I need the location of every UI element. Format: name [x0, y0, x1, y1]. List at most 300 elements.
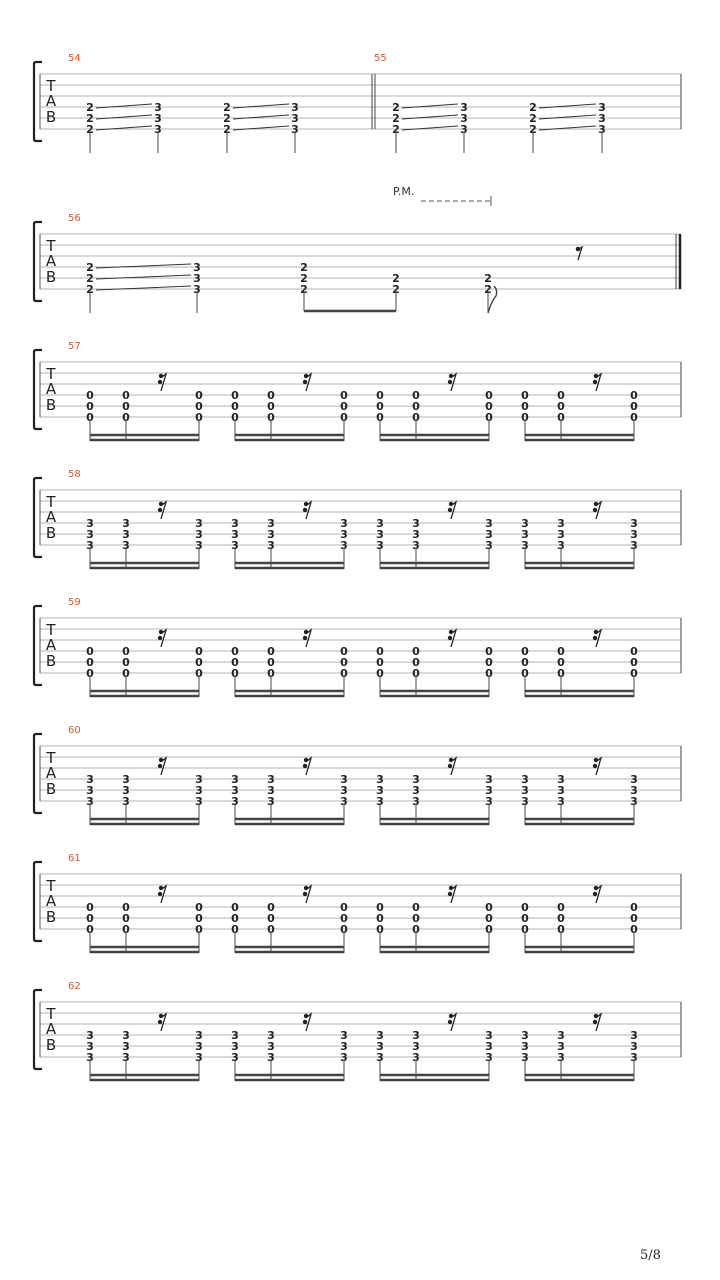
fret-number: 3	[521, 1040, 529, 1053]
fret-number: 3	[86, 1029, 94, 1042]
fret-number: 0	[86, 656, 94, 669]
fret-number: 0	[267, 667, 275, 680]
fret-number: 2	[86, 261, 94, 274]
tab-clef-t: T	[46, 621, 56, 639]
fret-number: 2	[529, 112, 537, 125]
measure-number: 55	[374, 53, 387, 64]
fret-number: 3	[485, 539, 493, 552]
fret-number: 0	[86, 400, 94, 413]
fret-number: 0	[376, 656, 384, 669]
fret-number: 0	[557, 645, 565, 658]
fret-number: 3	[231, 1051, 239, 1064]
tab-system	[34, 469, 681, 569]
fret-number: 3	[122, 528, 130, 541]
tab-clef-a: A	[45, 764, 57, 782]
fret-number: 2	[300, 261, 308, 274]
fret-number: 3	[485, 1040, 493, 1053]
measure-number: 54	[68, 53, 81, 64]
fret-number: 0	[231, 912, 239, 925]
fret-number: 3	[340, 773, 348, 786]
fret-number: 0	[412, 667, 420, 680]
tab-system	[34, 853, 681, 953]
fret-number: 0	[122, 923, 130, 936]
fret-number: 3	[521, 517, 529, 530]
fret-number: 0	[122, 389, 130, 402]
fret-number: 0	[485, 901, 493, 914]
fret-number: 3	[86, 528, 94, 541]
tab-clef-t: T	[46, 877, 56, 895]
fret-number: 0	[521, 411, 529, 424]
fret-number: 3	[340, 539, 348, 552]
fret-number: 3	[231, 784, 239, 797]
tab-clef-b: B	[45, 908, 57, 926]
fret-number: 3	[195, 773, 203, 786]
fret-number: 3	[598, 101, 606, 114]
fret-number: 0	[122, 667, 130, 680]
tab-clef-a: A	[45, 380, 57, 398]
fret-number: 0	[485, 645, 493, 658]
fret-number: 0	[557, 912, 565, 925]
fret-number: 3	[231, 539, 239, 552]
fret-number: 0	[267, 645, 275, 658]
fret-number: 3	[521, 795, 529, 808]
fret-number: 0	[122, 912, 130, 925]
page-number: 5/8	[640, 1248, 661, 1263]
fret-number: 3	[376, 1029, 384, 1042]
fret-number: 0	[340, 389, 348, 402]
fret-number: 0	[340, 912, 348, 925]
fret-number: 3	[376, 795, 384, 808]
fret-number: 3	[195, 795, 203, 808]
fret-number: 3	[122, 795, 130, 808]
sixteenth-rest-dot	[303, 1020, 307, 1024]
fret-number: 0	[557, 923, 565, 936]
fret-number: 3	[412, 773, 420, 786]
fret-number: 0	[231, 923, 239, 936]
fret-number: 3	[460, 112, 468, 125]
fret-number: 0	[195, 411, 203, 424]
fret-number: 3	[521, 784, 529, 797]
fret-number: 0	[340, 656, 348, 669]
fret-number: 3	[86, 784, 94, 797]
fret-number: 3	[193, 272, 201, 285]
fret-number: 3	[86, 773, 94, 786]
fret-number: 3	[598, 112, 606, 125]
sixteenth-rest-dot	[448, 380, 452, 384]
fret-number: 0	[521, 667, 529, 680]
tab-clef-b: B	[45, 1036, 57, 1054]
fret-number: 3	[630, 539, 638, 552]
fret-number: 3	[122, 539, 130, 552]
fret-number: 3	[231, 795, 239, 808]
tab-system	[34, 341, 681, 441]
fret-number: 0	[412, 656, 420, 669]
fret-number: 3	[630, 1040, 638, 1053]
fret-number: 0	[86, 667, 94, 680]
fret-number: 3	[154, 101, 162, 114]
fret-number: 2	[392, 112, 400, 125]
fret-number: 3	[340, 795, 348, 808]
fret-number: 3	[154, 112, 162, 125]
tab-clef-a: A	[45, 636, 57, 654]
fret-number: 3	[340, 1040, 348, 1053]
fret-number: 0	[195, 912, 203, 925]
sixteenth-rest-dot	[158, 892, 162, 896]
fret-number: 0	[485, 923, 493, 936]
fret-number: 3	[521, 1029, 529, 1042]
fret-number: 0	[195, 389, 203, 402]
fret-number: 3	[267, 1051, 275, 1064]
fret-number: 0	[485, 656, 493, 669]
fret-number: 2	[86, 101, 94, 114]
fret-number: 0	[231, 411, 239, 424]
fret-number: 3	[86, 1040, 94, 1053]
fret-number: 0	[557, 400, 565, 413]
fret-number: 2	[529, 123, 537, 136]
fret-number: 2	[392, 101, 400, 114]
tab-clef-a: A	[45, 92, 57, 110]
fret-number: 0	[267, 400, 275, 413]
sixteenth-rest-dot	[593, 892, 597, 896]
fret-number: 3	[460, 123, 468, 136]
fret-number: 0	[340, 411, 348, 424]
sixteenth-rest-dot	[448, 1020, 452, 1024]
fret-number: 3	[521, 773, 529, 786]
fret-number: 0	[485, 912, 493, 925]
fret-number: 0	[267, 912, 275, 925]
fret-number: 0	[376, 667, 384, 680]
fret-number: 3	[195, 1029, 203, 1042]
fret-number: 3	[193, 283, 201, 296]
fret-number: 2	[223, 123, 231, 136]
fret-number: 3	[154, 123, 162, 136]
fret-number: 0	[485, 667, 493, 680]
fret-number: 3	[122, 517, 130, 530]
fret-number: 0	[630, 645, 638, 658]
fret-number: 0	[485, 411, 493, 424]
fret-number: 3	[195, 528, 203, 541]
fret-number: 3	[86, 517, 94, 530]
fret-number: 0	[521, 901, 529, 914]
fret-number: 3	[267, 517, 275, 530]
fret-number: 0	[376, 912, 384, 925]
fret-number: 3	[267, 784, 275, 797]
fret-number: 2	[86, 272, 94, 285]
fret-number: 0	[376, 411, 384, 424]
fret-number: 0	[231, 667, 239, 680]
fret-number: 3	[291, 123, 299, 136]
tab-system	[34, 53, 681, 153]
fret-number: 0	[195, 645, 203, 658]
fret-number: 3	[231, 773, 239, 786]
tab-clef-a: A	[45, 892, 57, 910]
fret-number: 3	[485, 773, 493, 786]
tab-system	[34, 185, 681, 313]
sixteenth-rest-dot	[158, 636, 162, 640]
sixteenth-rest-dot	[303, 764, 307, 768]
fret-number: 3	[557, 1051, 565, 1064]
fret-number: 0	[630, 389, 638, 402]
fret-number: 0	[340, 923, 348, 936]
fret-number: 3	[485, 517, 493, 530]
fret-number: 0	[485, 389, 493, 402]
fret-number: 3	[412, 795, 420, 808]
fret-number: 0	[521, 912, 529, 925]
fret-number: 3	[376, 1051, 384, 1064]
fret-number: 3	[267, 528, 275, 541]
sixteenth-rest-dot	[303, 380, 307, 384]
fret-number: 0	[231, 901, 239, 914]
fret-number: 0	[630, 923, 638, 936]
fret-number: 3	[412, 1051, 420, 1064]
fret-number: 0	[376, 400, 384, 413]
fret-number: 3	[412, 784, 420, 797]
tab-clef-t: T	[46, 1005, 56, 1023]
fret-number: 3	[521, 1051, 529, 1064]
fret-number: 0	[412, 389, 420, 402]
fret-number: 0	[376, 901, 384, 914]
fret-number: 2	[484, 283, 492, 296]
fret-number: 3	[376, 773, 384, 786]
fret-number: 3	[195, 517, 203, 530]
tab-system	[34, 981, 681, 1081]
fret-number: 2	[223, 112, 231, 125]
fret-number: 2	[392, 123, 400, 136]
fret-number: 0	[521, 645, 529, 658]
fret-number: 3	[376, 539, 384, 552]
measure-number: 61	[68, 853, 81, 864]
fret-number: 3	[630, 795, 638, 808]
fret-number: 0	[195, 901, 203, 914]
fret-number: 2	[86, 283, 94, 296]
tab-clef-a: A	[45, 252, 57, 270]
fret-number: 2	[223, 101, 231, 114]
fret-number: 3	[557, 1040, 565, 1053]
fret-number: 0	[122, 645, 130, 658]
fret-number: 0	[122, 411, 130, 424]
tab-clef-t: T	[46, 77, 56, 95]
fret-number: 0	[376, 389, 384, 402]
fret-number: 0	[412, 645, 420, 658]
fret-number: 0	[86, 912, 94, 925]
fret-number: 0	[86, 411, 94, 424]
fret-number: 0	[557, 656, 565, 669]
fret-number: 3	[195, 784, 203, 797]
fret-number: 0	[340, 901, 348, 914]
fret-number: 0	[267, 923, 275, 936]
fret-number: 3	[86, 795, 94, 808]
fret-number: 0	[412, 901, 420, 914]
fret-number: 3	[193, 261, 201, 274]
fret-number: 3	[122, 1029, 130, 1042]
fret-number: 0	[340, 645, 348, 658]
tab-clef-a: A	[45, 508, 57, 526]
sixteenth-rest-dot	[593, 764, 597, 768]
fret-number: 3	[195, 1051, 203, 1064]
fret-number: 0	[86, 901, 94, 914]
fret-number: 0	[231, 400, 239, 413]
fret-number: 3	[557, 773, 565, 786]
fret-number: 0	[630, 656, 638, 669]
fret-number: 3	[86, 1051, 94, 1064]
fret-number: 3	[412, 539, 420, 552]
sixteenth-rest-dot	[593, 508, 597, 512]
fret-number: 0	[267, 389, 275, 402]
fret-number: 3	[291, 112, 299, 125]
tab-clef-b: B	[45, 396, 57, 414]
fret-number: 3	[231, 1029, 239, 1042]
fret-number: 3	[122, 773, 130, 786]
fret-number: 0	[122, 400, 130, 413]
fret-number: 0	[630, 901, 638, 914]
measure-number: 56	[68, 213, 81, 224]
fret-number: 3	[267, 773, 275, 786]
fret-number: 0	[630, 400, 638, 413]
measure-number: 59	[68, 597, 81, 608]
fret-number: 2	[86, 112, 94, 125]
fret-number: 3	[521, 528, 529, 541]
sixteenth-rest-dot	[303, 508, 307, 512]
fret-number: 3	[412, 517, 420, 530]
fret-number: 3	[630, 1029, 638, 1042]
eighth-rest-stem	[577, 247, 582, 260]
fret-number: 0	[195, 400, 203, 413]
fret-number: 0	[195, 667, 203, 680]
fret-number: 3	[630, 517, 638, 530]
fret-number: 0	[412, 411, 420, 424]
tab-clef-b: B	[45, 268, 57, 286]
tab-system	[34, 725, 681, 825]
fret-number: 0	[231, 389, 239, 402]
fret-number: 3	[122, 1040, 130, 1053]
tab-clef-t: T	[46, 365, 56, 383]
fret-number: 3	[376, 528, 384, 541]
fret-number: 3	[267, 539, 275, 552]
fret-number: 0	[231, 645, 239, 658]
fret-number: 0	[521, 656, 529, 669]
fret-number: 0	[412, 912, 420, 925]
fret-number: 0	[412, 923, 420, 936]
fret-number: 2	[392, 283, 400, 296]
fret-number: 3	[376, 1040, 384, 1053]
sixteenth-rest-dot	[303, 892, 307, 896]
fret-number: 3	[340, 1029, 348, 1042]
fret-number: 3	[557, 528, 565, 541]
fret-number: 3	[630, 1051, 638, 1064]
fret-number: 0	[86, 645, 94, 658]
fret-number: 0	[521, 400, 529, 413]
fret-number: 0	[340, 667, 348, 680]
tab-clef-t: T	[46, 749, 56, 767]
sixteenth-rest-dot	[593, 1020, 597, 1024]
fret-number: 2	[86, 123, 94, 136]
fret-number: 3	[630, 784, 638, 797]
fret-number: 3	[485, 528, 493, 541]
fret-number: 3	[630, 773, 638, 786]
fret-number: 0	[231, 656, 239, 669]
sixteenth-rest-dot	[593, 636, 597, 640]
fret-number: 0	[267, 656, 275, 669]
fret-number: 0	[195, 923, 203, 936]
fret-number: 0	[557, 667, 565, 680]
fret-number: 3	[122, 784, 130, 797]
fret-number: 3	[86, 539, 94, 552]
sixteenth-rest-dot	[158, 764, 162, 768]
palm-mute-label: P.M.	[393, 185, 415, 198]
tab-clef-b: B	[45, 780, 57, 798]
sixteenth-rest-dot	[448, 508, 452, 512]
fret-number: 3	[557, 517, 565, 530]
fret-number: 2	[392, 272, 400, 285]
fret-number: 3	[195, 539, 203, 552]
fret-number: 3	[630, 528, 638, 541]
fret-number: 3	[557, 795, 565, 808]
fret-number: 3	[485, 1029, 493, 1042]
fret-number: 0	[630, 411, 638, 424]
fret-number: 0	[521, 923, 529, 936]
fret-number: 0	[521, 389, 529, 402]
fret-number: 0	[122, 656, 130, 669]
sixteenth-rest-dot	[593, 380, 597, 384]
fret-number: 0	[630, 912, 638, 925]
sixteenth-rest-dot	[158, 508, 162, 512]
fret-number: 0	[267, 411, 275, 424]
fret-number: 3	[231, 528, 239, 541]
fret-number: 0	[340, 400, 348, 413]
fret-number: 3	[267, 1029, 275, 1042]
fret-number: 0	[557, 901, 565, 914]
tab-clef-b: B	[45, 524, 57, 542]
sixteenth-rest-dot	[448, 636, 452, 640]
fret-number: 3	[521, 539, 529, 552]
tab-clef-b: B	[45, 108, 57, 126]
fret-number: 3	[267, 795, 275, 808]
fret-number: 3	[557, 784, 565, 797]
fret-number: 0	[630, 667, 638, 680]
fret-number: 3	[412, 1040, 420, 1053]
fret-number: 0	[376, 923, 384, 936]
sixteenth-rest-dot	[448, 764, 452, 768]
fret-number: 3	[267, 1040, 275, 1053]
fret-number: 0	[376, 645, 384, 658]
fret-number: 3	[340, 1051, 348, 1064]
sixteenth-rest-dot	[158, 380, 162, 384]
fret-number: 0	[86, 923, 94, 936]
fret-number: 3	[485, 1051, 493, 1064]
fret-number: 3	[485, 784, 493, 797]
fret-number: 3	[231, 517, 239, 530]
fret-number: 3	[460, 101, 468, 114]
fret-number: 0	[195, 656, 203, 669]
fret-number: 3	[557, 539, 565, 552]
fret-number: 0	[412, 400, 420, 413]
fret-number: 3	[291, 101, 299, 114]
fret-number: 3	[340, 784, 348, 797]
fret-number: 2	[300, 283, 308, 296]
measure-number: 62	[68, 981, 81, 992]
tab-clef-t: T	[46, 493, 56, 511]
fret-number: 3	[122, 1051, 130, 1064]
measure-number: 57	[68, 341, 81, 352]
fret-number: 2	[529, 101, 537, 114]
fret-number: 3	[340, 517, 348, 530]
sixteenth-rest-dot	[303, 636, 307, 640]
tab-clef-t: T	[46, 237, 56, 255]
tab-system	[34, 597, 681, 697]
fret-number: 2	[484, 272, 492, 285]
fret-number: 3	[557, 1029, 565, 1042]
fret-number: 3	[485, 795, 493, 808]
